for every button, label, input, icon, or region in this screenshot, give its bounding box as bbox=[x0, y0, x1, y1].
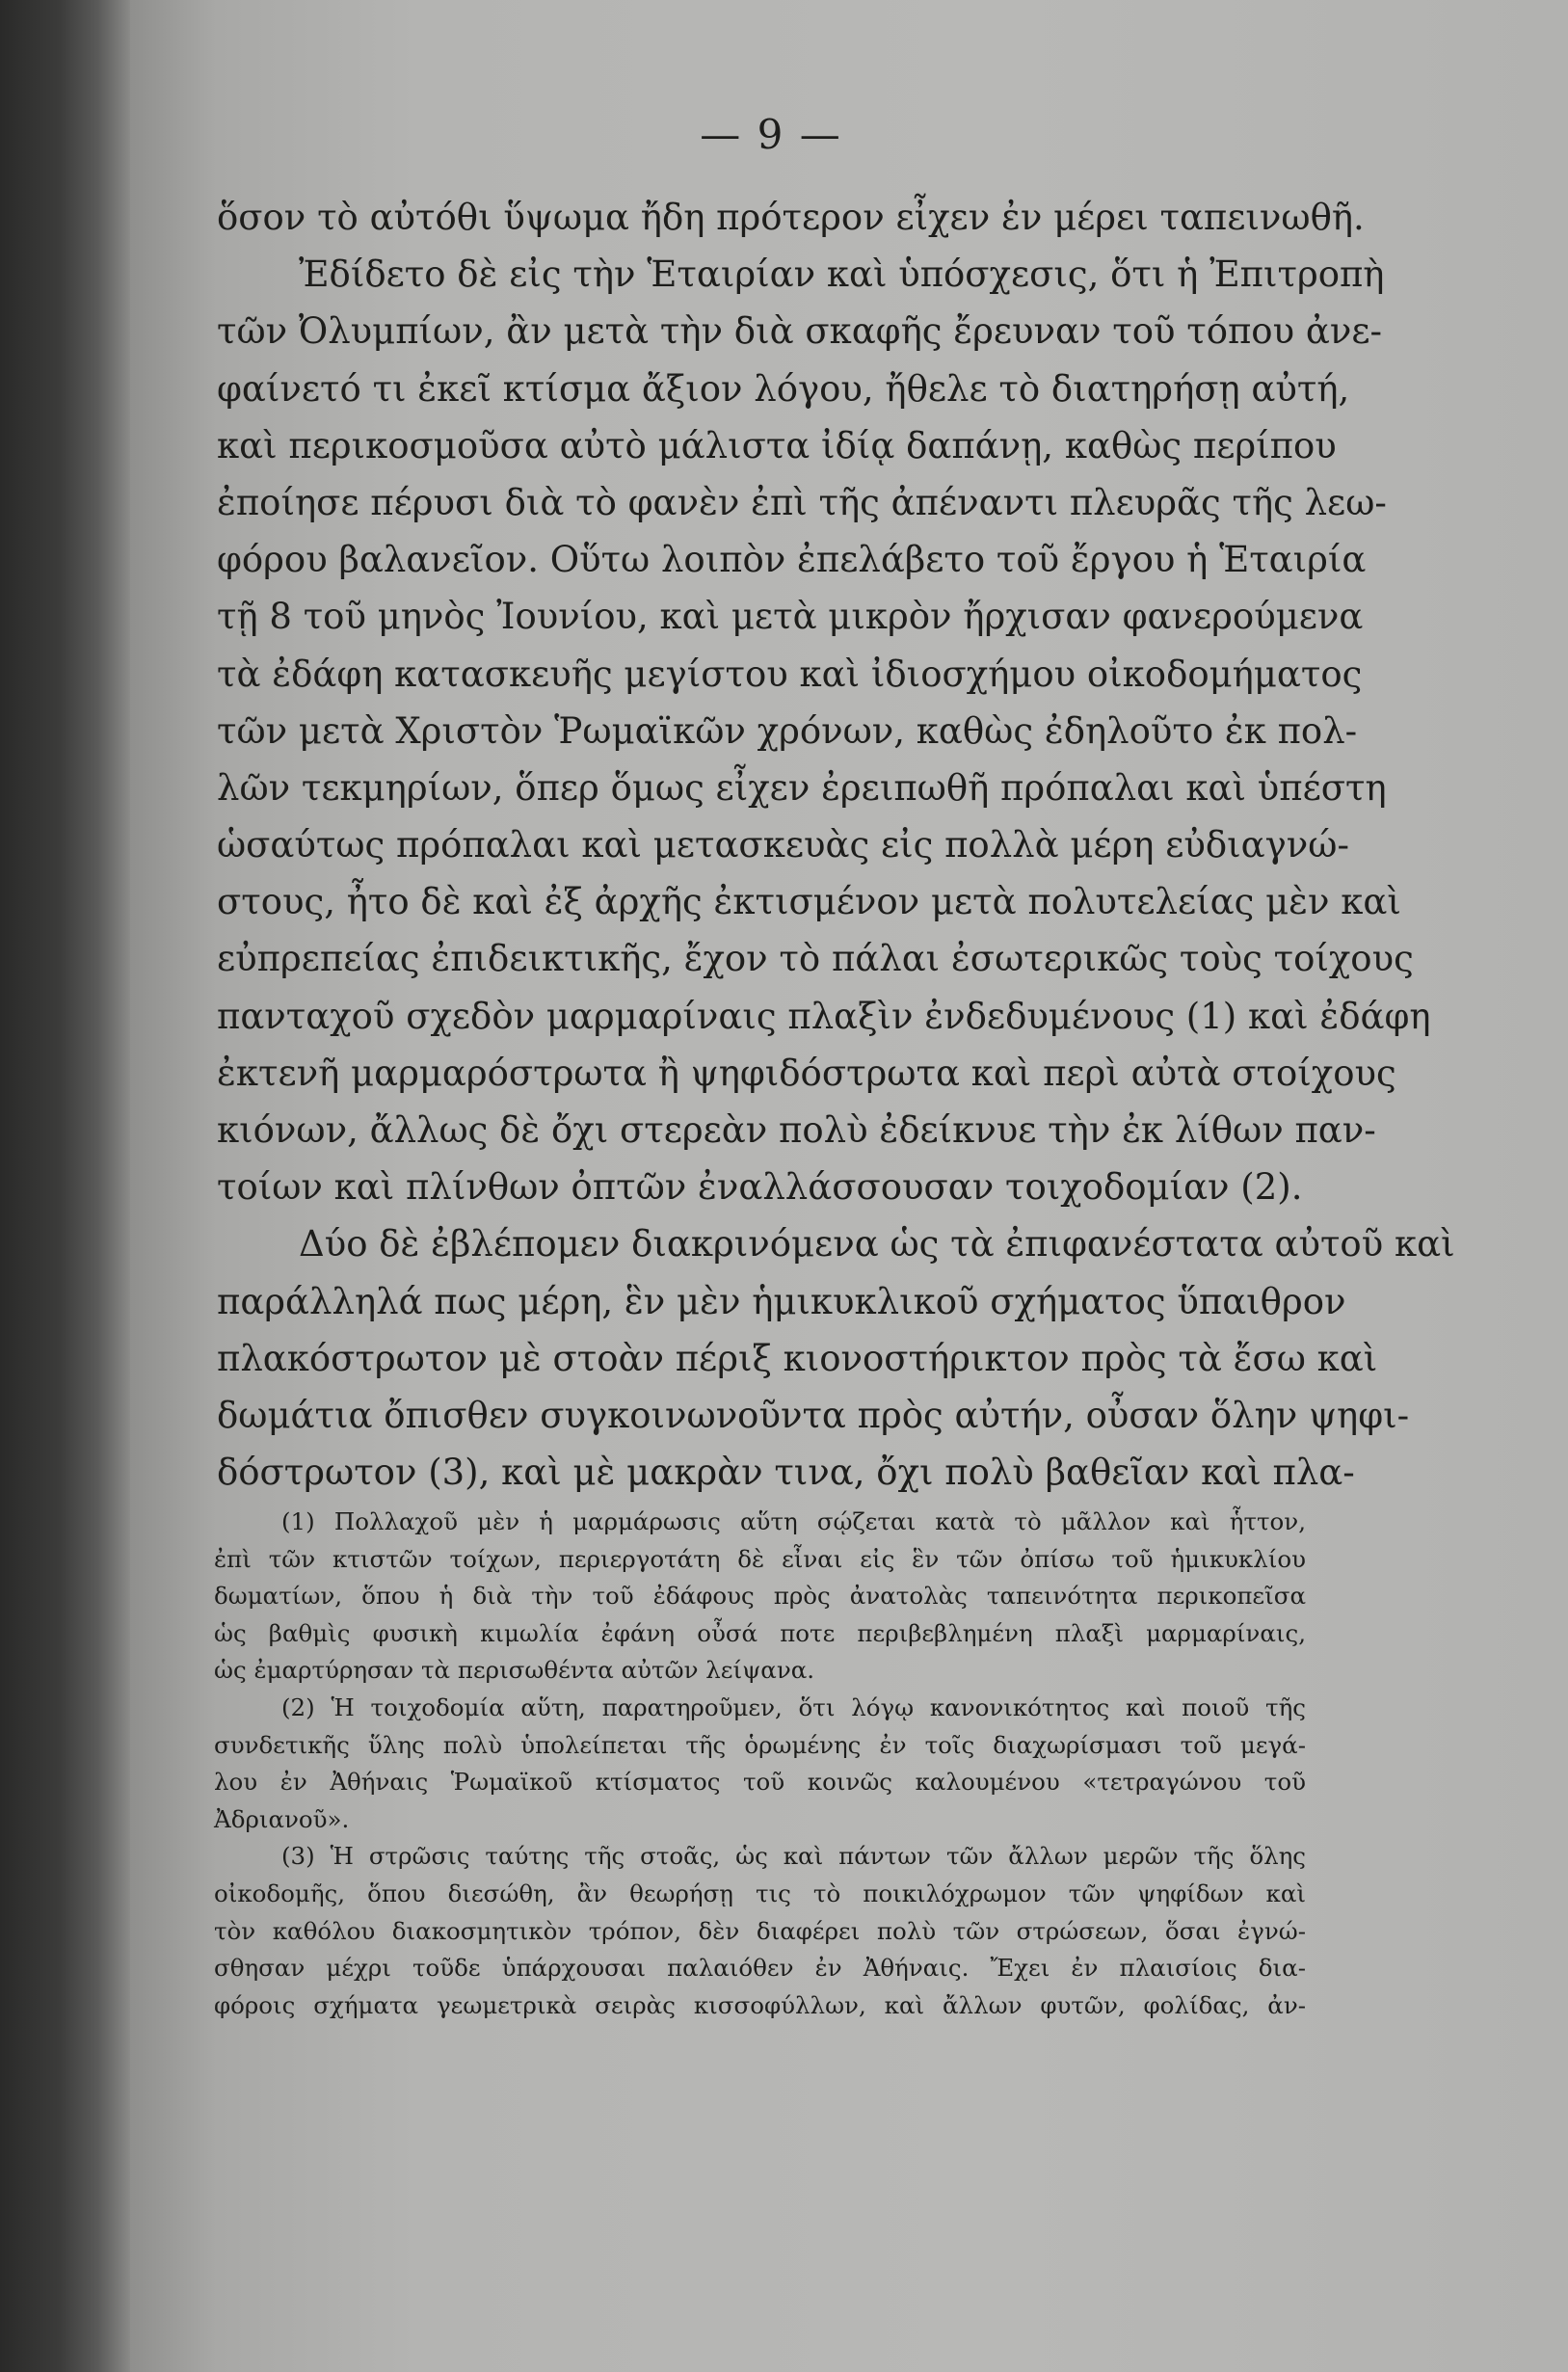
text-line: παράλληλά πως μέρη, ἓν μὲν ἡμικυκλικοῦ σχήματος ὕπαιθρον bbox=[217, 1280, 1346, 1322]
text-line: λῶν τεκμηρίων, ὅπερ ὅμως εἶχεν ἐρειπωθῆ πρόπαλαι καὶ ὑπέστη bbox=[217, 766, 1387, 809]
text-line: πανταχοῦ σχεδὸν μαρμαρίναις πλαξὶν ἐνδεδυμένους (1) καὶ ἐδάφη bbox=[217, 995, 1431, 1037]
text-line: δωμάτια ὄπισθεν συγκοινωνοῦντα πρὸς αὐτήν, οὖσαν ὅλην ψηφι- bbox=[217, 1394, 1410, 1436]
text-line: ἐποίησε πέρυσι διὰ τὸ φανὲν ἐπὶ τῆς ἀπέναντι πλευρᾶς τῆς λεω- bbox=[217, 481, 1387, 523]
text-line: φαίνετό τι ἐκεῖ κτίσμα ἄξιον λόγου, ἤθελε τὸ διατηρήσῃ αὐτή, bbox=[217, 367, 1350, 410]
text-line: Ἐδίδετο δὲ εἰς τὴν Ἑταιρίαν καὶ ὑπόσχεσις, ὅτι ἡ Ἐπιτροπὴ bbox=[299, 253, 1385, 296]
text-line: πλακόστρωτον μὲ στοὰν πέριξ κιονοστήρικτον πρὸς τὰ ἔσω καὶ bbox=[217, 1337, 1378, 1379]
page-number: — 9 — bbox=[700, 111, 842, 158]
text-line: τῶν Ὀλυμπίων, ἂν μετὰ τὴν διὰ σκαφῆς ἔρευναν τοῦ τόπου ἀνε- bbox=[217, 310, 1382, 353]
footnote-line: (3) Ἡ στρῶσις ταύτης τῆς στοᾶς, ὡς καὶ πάντων τῶν ἄλλων μερῶν τῆς ὅλης bbox=[281, 1842, 1306, 1871]
text-line: κιόνων, ἄλλως δὲ ὄχι στερεὰν πολὺ ἐδείκνυε τὴν ἐκ λίθων παν- bbox=[217, 1109, 1376, 1151]
footnote-line: Ἀδριανοῦ». bbox=[214, 1804, 350, 1833]
text-line: Δύο δὲ ἐβλέπομεν διακρινόμενα ὡς τὰ ἐπιφανέστατα αὐτοῦ καὶ bbox=[299, 1223, 1455, 1266]
footnotes bbox=[214, 1504, 1306, 2024]
text-line: φόρου βαλανεῖον. Οὕτω λοιπὸν ἐπελάβετο τοῦ ἔργου ἡ Ἑταιρία bbox=[217, 539, 1367, 581]
footnote-line: (1) Πολλαχοῦ μὲν ἡ μαρμάρωσις αὕτη σῴζεται κατὰ τὸ μᾶλλον καὶ ἧττον, bbox=[281, 1507, 1306, 1535]
footnote-line: φόροις σχήματα γεωμετρικὰ σειρὰς κισσοφύλλων, καὶ ἄλλων φυτῶν, φολίδας, ἀν- bbox=[214, 1990, 1306, 2019]
text-line: ὡσαύτως πρόπαλαι καὶ μετασκευὰς εἰς πολλὰ μέρη εὐδιαγνώ- bbox=[217, 824, 1349, 866]
footnote-line: λου ἐν Ἀθήναις Ῥωμαϊκοῦ κτίσματος τοῦ κοινῶς καλουμένου «τετραγώνου τοῦ bbox=[214, 1768, 1306, 1797]
footnote-line: ὡς ἐμαρτύρησαν τὰ περισωθέντα αὐτῶν λείψανα. bbox=[214, 1656, 815, 1685]
footnote-line: τὸν καθόλου διακοσμητικὸν τρόπον, δὲν διαφέρει πολὺ τῶν στρώσεων, ὅσαι ἐγνώ- bbox=[214, 1916, 1306, 1945]
text-line: τῇ 8 τοῦ μηνὸς Ἰουνίου, καὶ μετὰ μικρὸν ἤρχισαν φανερούμενα bbox=[217, 596, 1364, 638]
footnote-line: σθησαν μέχρι τοῦδε ὑπάρχουσαι παλαιόθεν ἐν Ἀθήναις. Ἔχει ἐν πλαισίοις δια- bbox=[214, 1954, 1306, 1983]
footnote-line: ἐπὶ τῶν κτιστῶν τοίχων, περιεργοτάτη δὲ εἶναι εἰς ἓν τῶν ὀπίσω τοῦ ἡμικυκλίου bbox=[214, 1544, 1306, 1573]
footnote-line: συνδετικῆς ὕλης πολὺ ὑπολείπεται τῆς ὁρωμένης ἐν τοῖς διαχωρίσμασι τοῦ μεγά- bbox=[214, 1730, 1306, 1759]
footnote-line: ὡς βαθμὶς φυσικὴ κιμωλία ἐφάνη οὖσά ποτε περιβεβλημένη πλαξὶ μαρμαρίναις, bbox=[214, 1618, 1306, 1647]
text-line: τὰ ἐδάφη κατασκευῆς μεγίστου καὶ ἰδιοσχήμου οἰκοδομήματος bbox=[217, 653, 1363, 695]
footnote-line: δωματίων, ὅπου ἡ διὰ τὴν τοῦ ἐδάφους πρὸς ἀνατολὰς ταπεινότητα περικοπεῖσα bbox=[214, 1582, 1306, 1611]
text-line: καὶ περικοσμοῦσα αὐτὸ μάλιστα ἰδίᾳ δαπάνῃ, καθὼς περίπου bbox=[217, 424, 1337, 466]
text-line: τοίων καὶ πλίνθων ὀπτῶν ἐναλλάσσουσαν τοιχοδομίαν (2). bbox=[217, 1166, 1303, 1209]
text-line: ἐκτενῆ μαρμαρόστρωτα ἢ ψηφιδόστρωτα καὶ περὶ αὐτὰ στοίχους bbox=[217, 1052, 1396, 1094]
text-line: εὐπρεπείας ἐπιδεικτικῆς, ἔχον τὸ πάλαι ἐσωτερικῶς τοὺς τοίχους bbox=[217, 938, 1414, 980]
book-binding-gutter bbox=[0, 0, 130, 2372]
text-line: στους, ἦτο δὲ καὶ ἐξ ἀρχῆς ἐκτισμένον μετὰ πολυτελείας μὲν καὶ bbox=[217, 881, 1401, 923]
footnote-line: οἰκοδομῆς, ὅπου διεσώθη, ἂν θεωρήσῃ τις τὸ ποικιλόχρωμον τῶν ψηφίδων καὶ bbox=[214, 1879, 1306, 1907]
footnote-line: (2) Ἡ τοιχοδομία αὕτη, παρατηροῦμεν, ὅτι λόγῳ κανονικότητος καὶ ποιοῦ τῆς bbox=[281, 1692, 1306, 1721]
main-text-body bbox=[217, 189, 1455, 1501]
text-line: τῶν μετὰ Χριστὸν Ῥωμαϊκῶν χρόνων, καθὼς ἐδηλοῦτο ἐκ πολ- bbox=[217, 709, 1358, 752]
text-line: δόστρωτον (3), καὶ μὲ μακρὰν τινα, ὄχι πολὺ βαθεῖαν καὶ πλα- bbox=[217, 1452, 1355, 1494]
text-line: ὅσον τὸ αὐτόθι ὕψωμα ἤδη πρότερον εἶχεν ἐν μέρει ταπεινωθῆ. bbox=[217, 197, 1365, 238]
